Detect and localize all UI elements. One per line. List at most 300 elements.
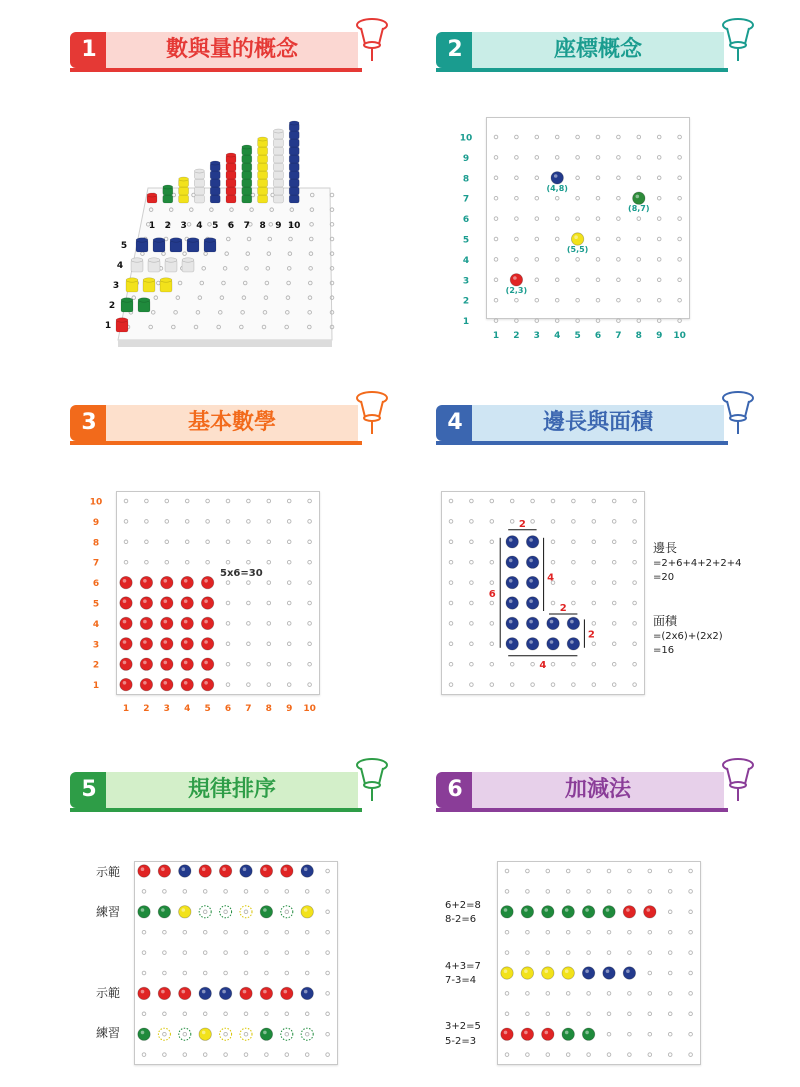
board-hole (494, 258, 498, 262)
x-axis-label: 4 (184, 704, 191, 714)
peg-highlight (184, 579, 188, 583)
board-hole (576, 135, 580, 139)
column-label: 5 (212, 221, 219, 231)
board-hole (267, 520, 271, 524)
pattern-peg (219, 865, 231, 877)
peg-cap (210, 161, 220, 165)
array-peg (120, 678, 132, 690)
y-axis-label: 9 (92, 517, 100, 528)
board-hole (449, 581, 453, 585)
board-hole (657, 217, 661, 221)
peg-highlight (164, 579, 168, 583)
dashed-peg (158, 1028, 170, 1040)
board-hole (566, 951, 570, 955)
count-peg (521, 1028, 533, 1040)
board-hole (510, 683, 514, 687)
board-hole (572, 499, 576, 503)
board-hole (449, 560, 453, 564)
dimension-label: 2 (587, 629, 595, 641)
board-hole (326, 1032, 330, 1036)
stacked-peg (289, 187, 299, 195)
section-number: 1 (70, 32, 108, 68)
peg-highlight (626, 969, 630, 973)
array-peg (181, 617, 193, 629)
board-hole (308, 601, 312, 605)
count-peg (603, 967, 615, 979)
count-peg (542, 967, 554, 979)
peg-highlight (204, 579, 208, 583)
board-hole (244, 1012, 248, 1016)
board-hole (592, 560, 596, 564)
section-underline (436, 808, 728, 812)
array-peg (120, 617, 132, 629)
section-underline (70, 441, 362, 445)
peg-highlight (304, 867, 308, 871)
board-hole (285, 1012, 289, 1016)
dashed-peg (240, 1028, 252, 1040)
pattern-peg (240, 987, 252, 999)
pattern-peg (301, 987, 313, 999)
peg-highlight (143, 579, 147, 583)
board-hole (633, 520, 637, 524)
board-hole (566, 992, 570, 996)
board-hole (612, 499, 616, 503)
board-hole (633, 581, 637, 585)
array-peg (140, 638, 152, 650)
board-hole (576, 196, 580, 200)
x-axis-label: 9 (656, 331, 663, 341)
dashed-peg (281, 906, 293, 918)
board-hole (494, 298, 498, 302)
board-hole (637, 176, 641, 180)
peg-highlight (182, 867, 186, 871)
board-hole (449, 540, 453, 544)
peg-highlight (184, 620, 188, 624)
board-hole (305, 1053, 309, 1057)
area-peg (547, 617, 559, 629)
pattern-peg (158, 906, 170, 918)
stacked-peg (289, 147, 299, 155)
board-hole (628, 890, 632, 894)
board-hole (535, 319, 539, 323)
board-hole (535, 258, 539, 262)
y-axis-label: 5 (92, 599, 100, 610)
peg-cap (226, 153, 236, 157)
board-hole (633, 499, 637, 503)
stacked-peg (273, 195, 283, 203)
board-hole (206, 520, 210, 524)
peg-cap (289, 121, 299, 125)
board-hole (596, 258, 600, 262)
board-hole (592, 499, 596, 503)
count-peg (582, 967, 594, 979)
equation-sub-2: 7-3=4 (445, 975, 477, 986)
stacked-peg (258, 171, 268, 179)
board-hole (612, 683, 616, 687)
board-hole (124, 499, 128, 503)
area-shape-diagram (441, 491, 645, 695)
board-hole (531, 662, 535, 666)
board-hole (449, 662, 453, 666)
board-hole (668, 1053, 672, 1057)
x-axis-label: 9 (286, 704, 293, 714)
board-hole (657, 176, 661, 180)
pattern-peg (158, 987, 170, 999)
board-hole (546, 1053, 550, 1057)
pattern-peg (199, 1028, 211, 1040)
stacked-peg (179, 187, 189, 195)
peg-highlight (529, 559, 533, 563)
board-hole (308, 560, 312, 564)
board-hole (566, 869, 570, 873)
stacked-peg (242, 171, 252, 179)
peg-highlight (304, 990, 308, 994)
array-peg (140, 658, 152, 670)
peg-highlight (204, 661, 208, 665)
board-hole (535, 135, 539, 139)
peg-highlight (636, 195, 640, 199)
peg-highlight (164, 661, 168, 665)
board-hole (226, 560, 230, 564)
equation-sub-3: 5-2=3 (445, 1036, 477, 1047)
board-hole (247, 662, 251, 666)
area-peg (547, 638, 559, 650)
board-hole (587, 1012, 591, 1016)
board-hole (592, 540, 596, 544)
board-hole (265, 930, 269, 934)
board-hole (505, 930, 509, 934)
stacked-peg (210, 171, 220, 179)
board-hole (305, 1032, 309, 1036)
count-peg (521, 967, 533, 979)
board-hole (267, 683, 271, 687)
board-hole (224, 930, 228, 934)
board-hole (612, 642, 616, 646)
board-hole (576, 176, 580, 180)
board-hole (551, 683, 555, 687)
board-hole (689, 869, 693, 873)
board-hole (628, 869, 632, 873)
section-underline (70, 68, 362, 72)
section-header-2 (436, 32, 736, 72)
section-title: 規律排序 (106, 772, 358, 808)
board-hole (535, 278, 539, 282)
board-hole (657, 258, 661, 262)
board-hole (555, 196, 559, 200)
board-hole (637, 258, 641, 262)
peg-highlight (202, 867, 206, 871)
board-hole (244, 971, 248, 975)
board-hole (244, 910, 248, 914)
stacked-peg (242, 155, 252, 163)
count-peg (623, 906, 635, 918)
x-axis-label: 8 (635, 331, 642, 341)
board-hole (470, 540, 474, 544)
coordinate-plot (450, 110, 700, 345)
peg-cap (160, 278, 172, 282)
board-hole (607, 869, 611, 873)
pattern-peg (281, 987, 293, 999)
board-hole (163, 930, 167, 934)
peg-cap (182, 258, 194, 262)
section-title: 基本數學 (106, 405, 358, 441)
board-hole (617, 176, 621, 180)
board-hole (287, 662, 291, 666)
peg-highlight (565, 1031, 569, 1035)
board-hole (531, 683, 535, 687)
board-hole (226, 540, 230, 544)
peg-highlight (565, 908, 569, 912)
y-axis-label: 10 (459, 133, 473, 144)
board-hole (587, 890, 591, 894)
x-axis-label: 6 (224, 704, 232, 714)
row-label-demo-1: 示範 (96, 865, 121, 879)
board-hole (551, 662, 555, 666)
array-peg (181, 597, 193, 609)
stacked-peg (179, 195, 189, 203)
board-hole (490, 642, 494, 646)
peg-cap (153, 238, 165, 242)
section-header-4 (436, 405, 736, 445)
array-peg (120, 638, 132, 650)
column-label: 9 (275, 221, 282, 231)
pattern-peg (158, 865, 170, 877)
peg-highlight (123, 620, 127, 624)
board-hole (490, 683, 494, 687)
peg-highlight (513, 276, 517, 280)
board-hole (203, 951, 207, 955)
board-hole (206, 560, 210, 564)
peg-cap (273, 129, 283, 133)
board-hole (678, 196, 682, 200)
board-hole (617, 156, 621, 160)
peg-highlight (141, 990, 145, 994)
board-hole (124, 520, 128, 524)
peg-highlight (509, 579, 513, 583)
board-hole (515, 176, 519, 180)
board-hole (470, 581, 474, 585)
peg-highlight (204, 681, 208, 685)
board-hole (163, 1032, 167, 1036)
stacked-peg (258, 179, 268, 187)
board-hole (203, 890, 207, 894)
equation-sub-1: 8-2=6 (445, 914, 477, 925)
peg-highlight (606, 908, 610, 912)
board-hole (535, 176, 539, 180)
x-axis-label: 10 (673, 331, 686, 341)
board-hole (287, 601, 291, 605)
section-underline (436, 68, 728, 72)
peg-highlight (184, 640, 188, 644)
board-hole (510, 499, 514, 503)
peg-highlight (585, 969, 589, 973)
x-axis-label: 5 (204, 704, 211, 714)
board-hole (285, 1053, 289, 1057)
array-peg (120, 658, 132, 670)
board-hole (449, 622, 453, 626)
section-number: 6 (436, 772, 474, 808)
board-hole (648, 930, 652, 934)
x-axis-label: 2 (513, 331, 520, 341)
board-hole (494, 278, 498, 282)
y-axis-label: 6 (92, 579, 100, 590)
board-hole (247, 601, 251, 605)
peg-highlight (570, 640, 574, 644)
y-axis-label: 2 (462, 296, 470, 307)
peg-highlight (184, 599, 188, 603)
board-hole (163, 1012, 167, 1016)
stacked-peg (273, 179, 283, 187)
board-hole (142, 971, 146, 975)
stacked-peg (273, 147, 283, 155)
board-hole (637, 298, 641, 302)
coordinate-label: (2,3) (505, 285, 528, 295)
count-peg (542, 1028, 554, 1040)
board-hole (285, 1032, 289, 1036)
peg-highlight (524, 1031, 528, 1035)
peg-cap (170, 238, 182, 242)
board-hole (494, 176, 498, 180)
board-hole (287, 642, 291, 646)
board-hole (668, 910, 672, 914)
board-hole (689, 930, 693, 934)
board-hole (678, 176, 682, 180)
board-hole (607, 1053, 611, 1057)
section-number: 4 (436, 405, 474, 441)
pushpin-icon (352, 389, 392, 435)
board-hole (267, 642, 271, 646)
board-hole (689, 971, 693, 975)
board-hole (555, 278, 559, 282)
pattern-peg (179, 987, 191, 999)
board-hole (510, 520, 514, 524)
board-hole (607, 1012, 611, 1016)
peg-highlight (529, 579, 533, 583)
peg-highlight (504, 969, 508, 973)
peg-highlight (284, 990, 288, 994)
board-hole (470, 499, 474, 503)
multiplication-array (80, 484, 330, 719)
array-peg (161, 638, 173, 650)
peg-highlight (243, 867, 247, 871)
peg-highlight (524, 969, 528, 973)
board-hole (546, 951, 550, 955)
peg-highlight (161, 867, 165, 871)
dimension-label: 2 (559, 603, 567, 614)
board-hole (247, 622, 251, 626)
board-hole (648, 1032, 652, 1036)
board-hole (678, 298, 682, 302)
peg-highlight (529, 640, 533, 644)
board-hole (165, 540, 169, 544)
board-hole (628, 992, 632, 996)
peg-highlight (123, 579, 127, 583)
board-hole (247, 642, 251, 646)
board-hole (142, 1012, 146, 1016)
board-hole (628, 951, 632, 955)
perimeter-result: =20 (653, 572, 675, 583)
board-hole (247, 683, 251, 687)
dimension-label: 4 (547, 572, 555, 584)
area-title: 面積 (653, 614, 678, 628)
array-peg (161, 617, 173, 629)
board-hole (265, 890, 269, 894)
board-hole (326, 890, 330, 894)
area-peg (506, 576, 518, 588)
section-number: 5 (70, 772, 108, 808)
board-hole (470, 662, 474, 666)
peg-cap (121, 298, 133, 302)
board-hole (576, 319, 580, 323)
board-hole (637, 319, 641, 323)
row-label: 2 (108, 301, 116, 311)
board-hole (308, 642, 312, 646)
peg-highlight (184, 681, 188, 685)
count-peg (521, 906, 533, 918)
board-hole (308, 622, 312, 626)
column-label: 10 (287, 221, 301, 231)
x-axis-label: 7 (245, 704, 252, 714)
peg-highlight (123, 640, 127, 644)
board-hole (576, 217, 580, 221)
count-peg (542, 906, 554, 918)
array-peg (161, 658, 173, 670)
board-hole (576, 258, 580, 262)
board-hole (555, 258, 559, 262)
peg-highlight (204, 640, 208, 644)
peg-highlight (509, 538, 513, 542)
x-axis-label: 6 (594, 331, 602, 341)
board-hole (308, 581, 312, 585)
board-hole (637, 237, 641, 241)
add-subtract-pegs (497, 861, 701, 1065)
board-hole (206, 540, 210, 544)
stacked-peg (242, 163, 252, 171)
board-hole (648, 869, 652, 873)
peg-highlight (202, 1031, 206, 1035)
board-hole (596, 237, 600, 241)
board-hole (526, 1053, 530, 1057)
peg-highlight (164, 681, 168, 685)
peg-highlight (164, 599, 168, 603)
peg-highlight (263, 1031, 267, 1035)
equation-add-3: 3+2=5 (445, 1021, 481, 1032)
board-hole (183, 1032, 187, 1036)
board-hole (668, 1032, 672, 1036)
peg-highlight (626, 908, 630, 912)
board-hole (203, 930, 207, 934)
board-hole (203, 910, 207, 914)
array-peg (120, 576, 132, 588)
array-peg (161, 597, 173, 609)
equation-add-2: 4+3=7 (445, 961, 481, 972)
pattern-peg (260, 906, 272, 918)
board-hole (587, 992, 591, 996)
board-hole (607, 951, 611, 955)
peg-highlight (204, 620, 208, 624)
board-hole (505, 890, 509, 894)
stacked-peg (194, 195, 204, 203)
board-hole (689, 1053, 693, 1057)
board-hole (572, 540, 576, 544)
board-hole (531, 520, 535, 524)
board-hole (505, 1053, 509, 1057)
board-hole (592, 683, 596, 687)
board-hole (551, 520, 555, 524)
dashed-peg (199, 906, 211, 918)
board-hole (490, 601, 494, 605)
peg-highlight (202, 990, 206, 994)
